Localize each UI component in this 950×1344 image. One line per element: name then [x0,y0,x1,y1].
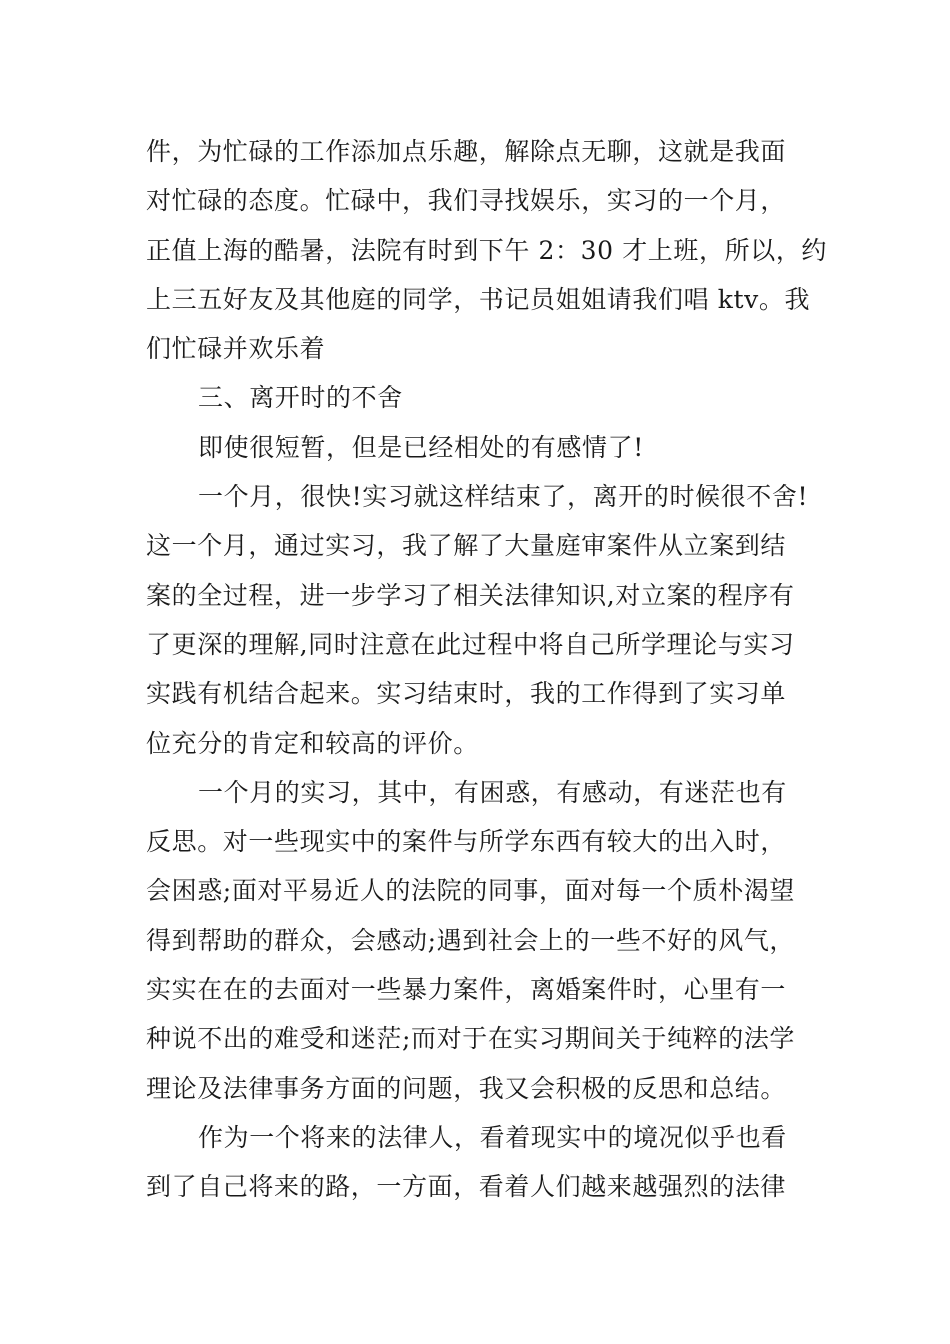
text-line: 上三五好友及其他庭的同学，书记员姐姐请我们唱 ktv。我 [146,284,811,314]
text-line: 作为一个将来的法律人，看着现实中的境况似乎也看 [198,1122,787,1152]
text-line: 件，为忙碌的工作添加点乐趣，解除点无聊，这就是我面 [146,137,787,166]
section-heading-three [146,373,810,422]
paragraph-one-month [146,472,810,768]
text-line: 这一个月，通过实习，我了解了大量庭审案件从立案到结 [146,531,787,561]
paragraph-future [146,1113,810,1212]
text-line: 实实在在的去面对一些暴力案件，离婚案件时，心里有一 [146,975,787,1005]
text-line: 到了自己将来的路，一方面，看着人们越来越强烈的法律 [146,1172,787,1202]
document-body [146,127,828,1212]
text-line: 案的全过程，进一步学习了相关法律知识,对立案的程序有 [146,580,795,610]
text-line: 们忙碌并欢乐着 [146,334,326,364]
text-line: 理论及法律事务方面的问题，我又会积极的反思和总结。 [146,1073,787,1103]
text-line: 反思。对一些现实中的案件与所学东西有较大的出入时， [146,827,787,857]
paragraph-reflection [146,768,810,1113]
text-line: 即使很短暂，但是已经相处的有感情了! [198,432,644,462]
text-line: 了更深的理解,同时注意在此过程中将自己所学理论与实习 [146,629,795,659]
text-line: 正值上海的酷暑，法院有时到下午 2：30 才上班，所以，约 [146,235,828,265]
text-line: 一个月的实习，其中，有困惑，有感动，有迷茫也有 [198,777,787,807]
text-line: 实践有机结合起来。实习结束时，我的工作得到了实习单 [146,679,787,709]
text-line: 会困惑;面对平易近人的法院的同事，面对每一个质朴渴望 [146,876,796,906]
text-line: 对忙碌的态度。忙碌中，我们寻找娱乐，实习的一个月， [146,186,787,216]
text-line: 三、离开时的不舍 [198,383,403,413]
text-line: 一个月，很快!实习就这样结束了，离开的时候很不舍! [198,482,809,512]
paragraph-entertainment [146,127,828,373]
text-line: 位充分的肯定和较高的评价。 [146,728,479,758]
paragraph-feelings [146,423,810,472]
text-line: 得到帮助的群众，会感动;遇到社会上的一些不好的风气， [146,925,796,955]
text-line: 种说不出的难受和迷茫;而对于在实习期间关于纯粹的法学 [146,1024,796,1054]
